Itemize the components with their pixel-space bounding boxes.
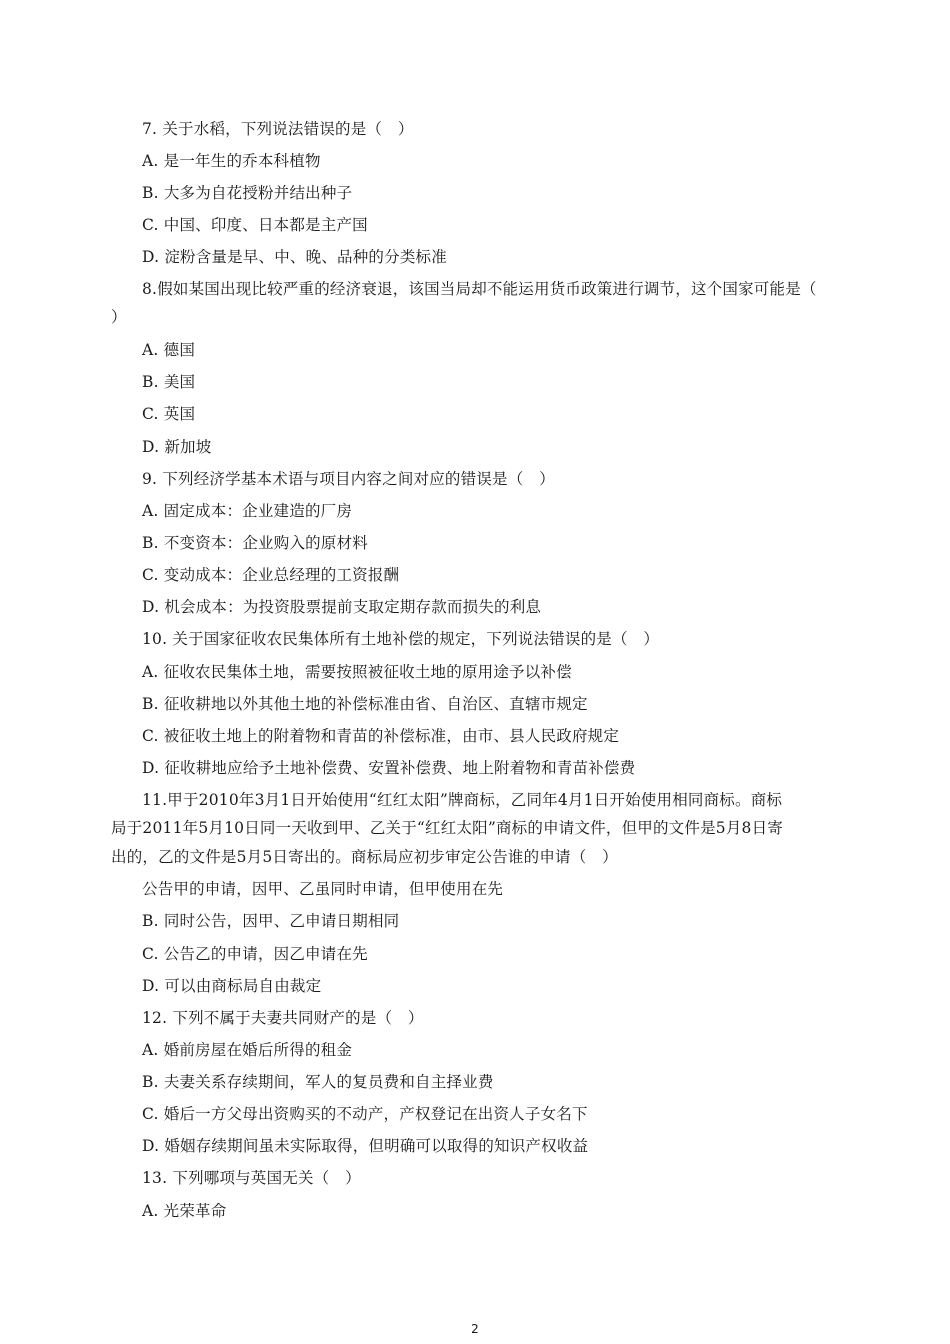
option-10b: B. 征收耕地以外其他土地的补偿标准由省、自治区、直辖市规定 (142, 695, 588, 713)
page-number: 2 (471, 1322, 479, 1336)
option-10a: A. 征收农民集体土地，需要按照被征收土地的原用途予以补偿 (142, 663, 572, 681)
option-7c: C. 中国、印度、日本都是主产国 (142, 216, 368, 234)
option-9c: C. 变动成本：企业总经理的工资报酬 (142, 566, 400, 584)
question-11-line-3: 出的，乙的文件是5月5日寄出的。商标局应初步审定公告谁的申请（ ） (111, 848, 618, 866)
option-8d: D. 新加坡 (142, 438, 212, 456)
question-8-continuation: ） (111, 308, 127, 326)
option-7d: D. 淀粉含量是早、中、晚、品种的分类标准 (142, 248, 447, 266)
question-13: 13. 下列哪项与英国无关（ ） (142, 1169, 361, 1187)
question-10: 10. 关于国家征收农民集体所有土地补偿的规定，下列说法错误的是（ ） (142, 630, 660, 648)
option-11b: B. 同时公告，因甲、乙申请日期相同 (142, 912, 400, 930)
question-12: 12. 下列不属于夫妻共同财产的是（ ） (142, 1009, 424, 1027)
option-13a: A. 光荣革命 (142, 1202, 227, 1220)
option-7a: A. 是一年生的乔本科植物 (142, 152, 321, 170)
question-11: 11.甲于2010年3月1日开始使用“红红太阳”牌商标，乙同年4月1日开始使用相同商标。商标 (142, 791, 783, 809)
question-9: 9. 下列经济学基本术语与项目内容之间对应的错误是（ ） (142, 470, 555, 488)
option-11c: C. 公告乙的申请，因乙申请在先 (142, 945, 368, 963)
option-11a: 公告甲的申请，因甲、乙虽同时申请，但甲使用在先 (142, 880, 504, 898)
option-9d: D. 机会成本：为投资股票提前支取定期存款而损失的利息 (142, 598, 542, 616)
option-8c: C. 英国 (142, 405, 196, 423)
option-12a: A. 婚前房屋在婚后所得的租金 (142, 1041, 353, 1059)
option-12c: C. 婚后一方父母出资购买的不动产，产权登记在出资人子女名下 (142, 1105, 588, 1123)
option-9a: A. 固定成本：企业建造的厂房 (142, 502, 353, 520)
question-11-line-2: 局于2011年5月10日同一天收到甲、乙关于“红红太阳”商标的申请文件，但甲的文件是5月8日寄 (111, 819, 784, 837)
question-8: 8.假如某国出现比较严重的经济衰退，该国当局却不能运用货币政策进行调节，这个国家可能是（ (142, 280, 817, 298)
option-8b: B. 美国 (142, 373, 196, 391)
option-8a: A. 德国 (142, 341, 196, 359)
option-12b: B. 夫妻关系存续期间，军人的复员费和自主择业费 (142, 1073, 494, 1091)
option-10d: D. 征收耕地应给予土地补偿费、安置补偿费、地上附着物和青苗补偿费 (142, 759, 636, 777)
option-11d: D. 可以由商标局自由裁定 (142, 977, 322, 995)
question-7: 7. 关于水稻，下列说法错误的是（ ） (142, 120, 414, 138)
option-7b: B. 大多为自花授粉并结出种子 (142, 184, 353, 202)
option-10c: C. 被征收土地上的附着物和青苗的补偿标准，由市、县人民政府规定 (142, 727, 620, 745)
option-9b: B. 不变资本：企业购入的原材料 (142, 534, 368, 552)
option-12d: D. 婚姻存续期间虽未实际取得，但明确可以取得的知识产权收益 (142, 1137, 589, 1155)
